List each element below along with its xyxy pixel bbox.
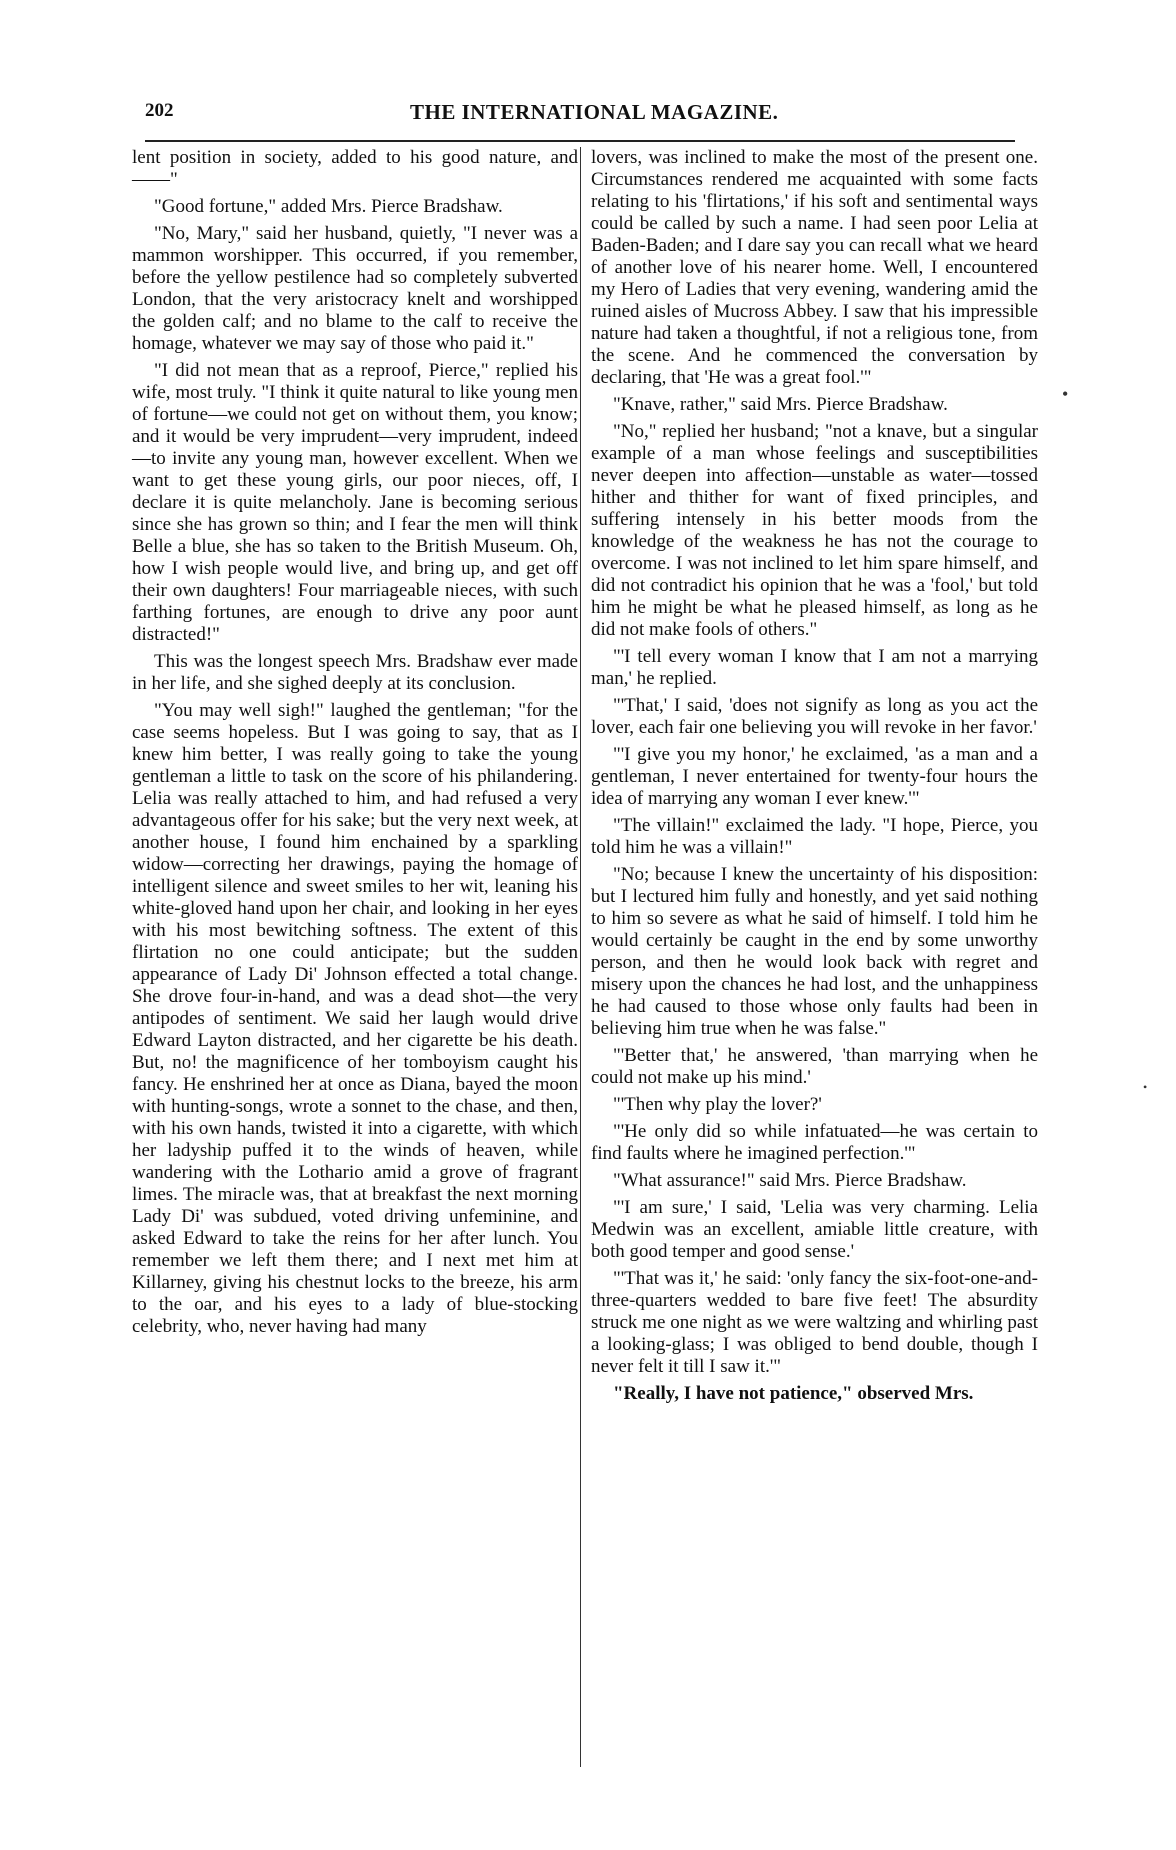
paragraph: lent position in society, added to his good nature, and——" [132,147,578,190]
paragraph: "Good fortune," added Mrs. Pierce Bradshaw. [154,196,503,217]
paragraph: "You may well sigh!" laughed the gentleman; "for the case seems hopeless. But I was going to say, that as I knew him better, I was really going to take the young gentleman a little to task on the score of his philandering. Lelia was really attached to him, and had refused a very advantageous offer for his sake; but the very next week, at another house, I found him enchained by a sparkling widow—correcting her drawings, paying the homage of intelligent silence and sweet smiles to her wit, leaning his white-gloved hand upon her chair, and looking in her eyes with his most bewitching softness. The extent of this flirtation no one could anticipate; but the sudden appearance of Lady Di' Johnson effected a total change. She drove four-in-hand, and was a dead shot—the very antipodes of sentiment. We said her laugh would drive Edward Layton distracted, and her cigarette be his death. But, no! the magnificence of her tomboyism caught his fancy. He enshrined her at once as Diana, bayed the moon with hunting-songs, wrote a sonnet to the chase, and then, with his own hands, twisted it into a cigarette, with which her ladyship puffed it to the winds of heaven, while wandering with the Lothario amid a grove of fragrant limes. The miracle was, that at breakfast the next morning Lady Di' was subdued, voted driving unfeminine, and asked Edward to take the reins for her after lunch. You remember we left them there; and I next met him at Killarney, giving his chestnut locks to the breeze, his arm to the oar, and his eyes to a lady of blue-stocking celebrity, who, never having had many [132,700,578,1337]
column-divider [580,147,581,1767]
paragraph: "'I am sure,' I said, 'Lelia was very charming. Lelia Medwin was an excellent, amiable little creature, with both good temper and good sense.' [591,1197,1038,1262]
paragraph: "'That,' I said, 'does not signify as long as you act the lover, each fair one believing you will revoke in her favor.' [591,695,1038,738]
paragraph: "What assurance!" said Mrs. Pierce Bradshaw. [613,1170,967,1191]
right-column [591,147,1038,1410]
magazine-title: THE INTERNATIONAL MAGAZINE. [410,100,779,124]
page-number: 202 [145,100,174,121]
paragraph: "'Better that,' he answered, 'than marrying when he could not make up his mind.' [591,1045,1038,1088]
paragraph: "Knave, rather," said Mrs. Pierce Bradshaw. [613,394,948,415]
paragraph: "'Then why play the lover?' [613,1094,822,1115]
paragraph: "No; because I knew the uncertainty of his disposition: but I lectured him fully and honestly, and yet said nothing to him so severe as what he said of himself. I told him he would certainly be caught in the end by some unworthy person, and then he would look back with regret and misery upon the chances he had lost, and the unhappiness he had caused to those whose only faults had been in believing him true when he was false." [591,864,1038,1039]
header-rule [145,140,1015,142]
paragraph: "'I tell every woman I know that I am not a marrying man,' he replied. [591,646,1038,689]
paragraph: lovers, was inclined to make the most of the present one. Circumstances rendered me acquainted with some facts relating to his 'flirtations,' if his soft and sentimental ways could be called by such a name. I had seen poor Lelia at Baden-Baden; and I dare say you can recall what we heard of another love of his nearer home. Well, I encountered my Hero of Ladies that very evening, wandering amid the ruined aisles of Mucross Abbey. I saw that his impressible nature had taken a thoughtful, if not a religious tone, from the scene. And he commenced the conversation by declaring, that 'He was a great fool.'" [591,147,1038,388]
paragraph: "'I give you my honor,' he exclaimed, 'as a man and a gentleman, I never entertained for twenty-four hours the idea of marrying any woman I ever knew.'" [591,744,1038,809]
paragraph: "No, Mary," said her husband, quietly, "I never was a mammon worshipper. This occurred, if you remember, before the yellow pestilence had so completely subverted London, that the very aristocracy knelt and worshipped the golden calf; and no blame to the calf to receive the homage, whatever we may say of those who paid it." [132,223,578,354]
ink-speck: • [1062,384,1069,404]
paragraph: "No," replied her husband; "not a knave, but a singular example of a man whose feelings and susceptibilities never deepen into affection—unstable as water—tossed hither and thither for want of fixed principles, and suffering intensely in his better moods from the knowledge of the weakness he has not the courage to overcome. I was not inclined to let him spare himself, and did not contradict his opinion that he was a 'fool,' but told him he might be what he pleased himself, as long as he did not make fools of others." [591,421,1038,640]
ink-speck: • [1143,1080,1148,1094]
page-header [145,100,1020,134]
paragraph: "I did not mean that as a reproof, Pierce," replied his wife, most truly. "I think it quite natural to like young men of fortune—we could not get on without them, you know; and it would be very imprudent—very imprudent, indeed—to invite any young man, however excellent. When we want to get these young girls, our poor nieces, off, I declare it is quite melancholy. Jane is becoming serious since she has grown so thin; and I fear the men will think Belle a blue, she has so taken to the British Museum. Oh, how I wish people would live, and bring up, and get off their own daughters! Four marriageable nieces, with such farthing fortunes, are enough to drive any poor aunt distracted!" [132,360,578,645]
paragraph: "Really, I have not patience," observed Mrs. [613,1383,974,1404]
paragraph: "'He only did so while infatuated—he was certain to find faults where he imagined perfection.'" [591,1121,1038,1164]
left-column [132,147,578,1343]
paragraph: This was the longest speech Mrs. Bradshaw ever made in her life, and she sighed deeply at its conclusion. [132,651,578,694]
paragraph: "'That was it,' he said: 'only fancy the six-foot-one-and-three-quarters wedded to bare five feet! The absurdity struck me one night as we were waltzing and whirling past a looking-glass; I was obliged to bend double, though I never felt it till I saw it.'" [591,1268,1038,1377]
paragraph: "The villain!" exclaimed the lady. "I hope, Pierce, you told him he was a villain!" [591,815,1038,858]
